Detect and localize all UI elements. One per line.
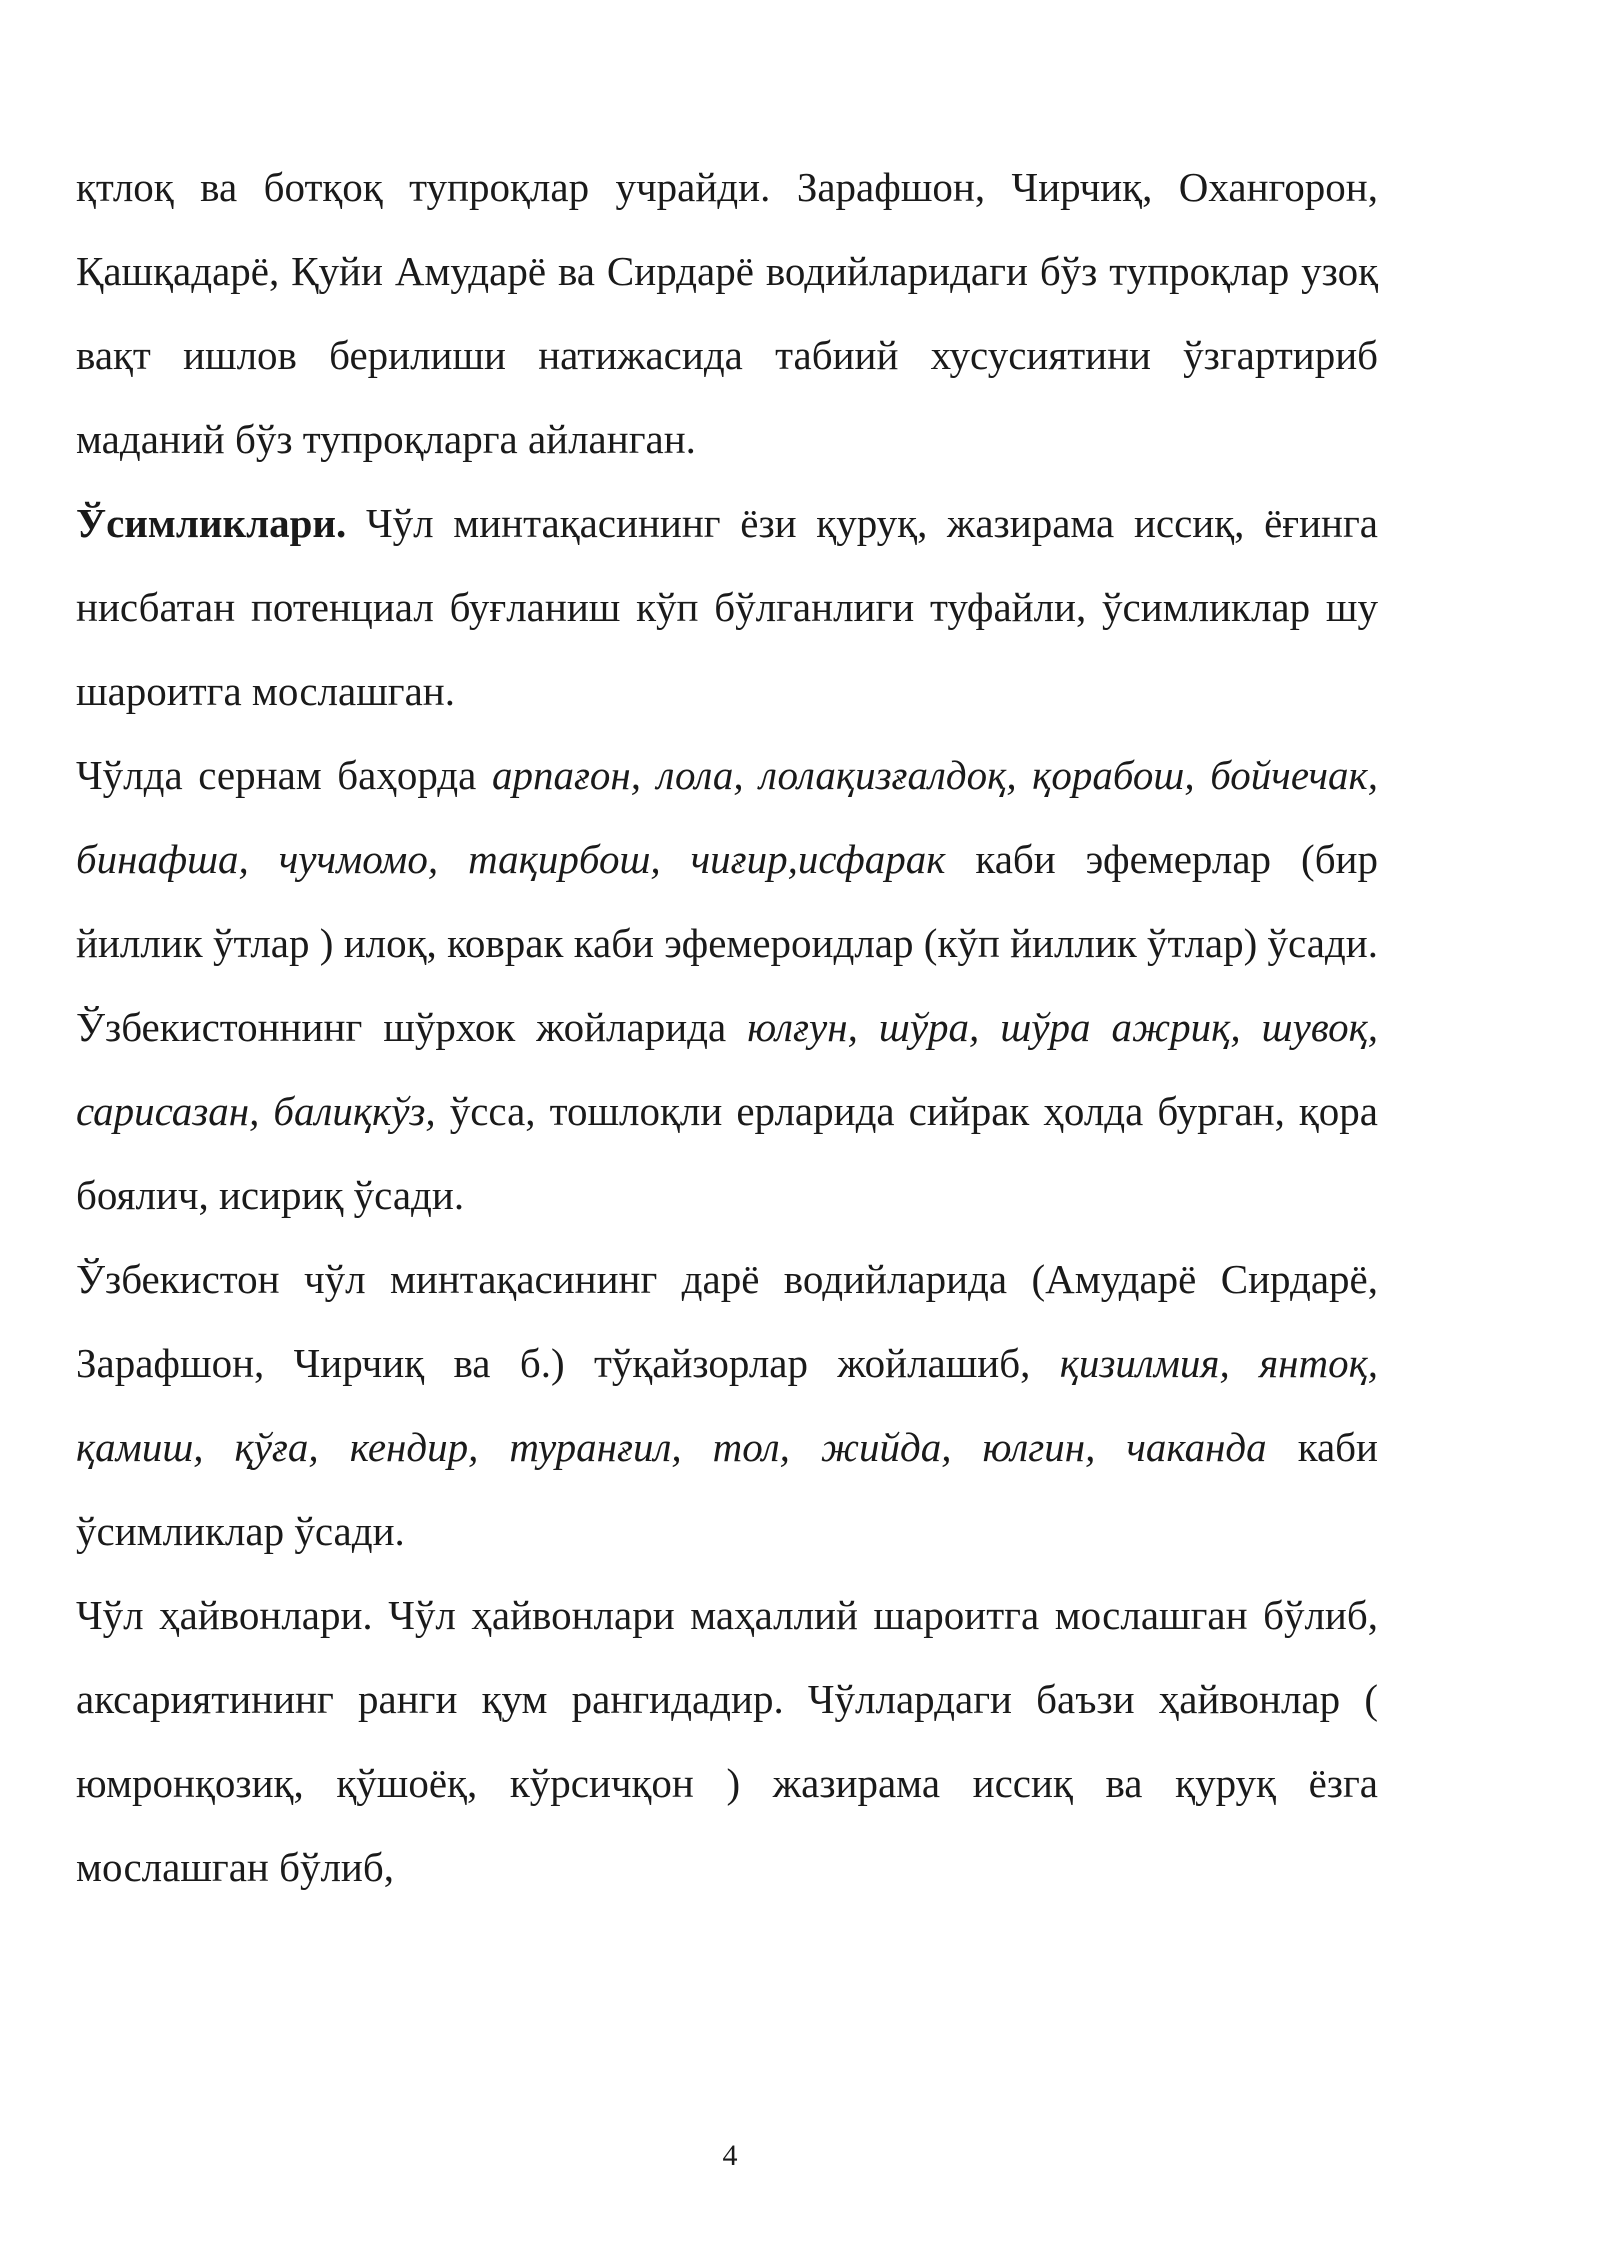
- plant-names-italic: юлғун, шўра, шўра ажриқ, шувоқ, сарисазан, балиқкўз,: [76, 1004, 1379, 1134]
- plant-names-italic: арпағон, лола, лолақизғалдоқ, қорабош, бойчечак, бинафша, чучмомо, тақирбош, чиғир,исфарак: [76, 752, 1378, 882]
- page-number: 4: [722, 2139, 738, 2172]
- paragraph-soils: [76, 145, 1378, 481]
- text-run: Чўл минтақасининг ёзи қуруқ, жазирама иссиқ, ёғинга нисбатан потенциал буғланиш кўп бўлганлиги туфайли, ўсимликлар шу шароитга мослашган.: [76, 500, 1378, 714]
- text-run: каби ўсимликлар ўсади.: [76, 1424, 1378, 1554]
- text-run: қтлоқ ва ботқоқ тупроқлар учрайди. Зарафшон, Чирчиқ, Охангорон, Қашқадарё, Қуйи Амударё ва Сирдарё водийларидаги бўз тупроқлар узоқ вақт ишлов берилиши натижасида табиий хусусиятини ўзгартириб маданий бўз тупроқларга айланган.: [76, 164, 1378, 462]
- paragraph-plants-intro: [76, 481, 1378, 733]
- paragraph-ephemerals: [76, 733, 1378, 1237]
- body-text: [76, 145, 1378, 1909]
- text-run: Ўзбекистон чўл минтақасининг дарё водийларида (Амударё Сирдарё, Зарафшон, Чирчиқ ва б.) тўқайзорлар жойлашиб,: [76, 1256, 1378, 1386]
- paragraph-tugai-forests: [76, 1237, 1378, 1573]
- text-run: ўсса, тошлоқли ерларида сийрак ҳолда бурган, қора боялич, исириқ ўсади.: [76, 1088, 1378, 1218]
- text-run: каби эфемерлар (бир йиллик ўтлар ) илоқ, коврак каби эфемероидлар (кўп йиллик ўтлар) ўсади. Ўзбекистоннинг шўрхок жойларида: [76, 836, 1378, 1050]
- section-heading-plants: Ўсимликлари.: [76, 500, 347, 546]
- text-run: Чўлда сернам баҳорда: [76, 752, 492, 798]
- text-run: Чўл ҳайвонлари. Чўл ҳайвонлари маҳаллий шароитга мослашган бўлиб, аксариятининг ранги қум рангидадир. Чўллардаги баъзи ҳайвонлар ( юмронқозиқ, қўшоёқ, кўрсичқон ) жазирама иссиқ ва қуруқ ёзга мослашган бўлиб,: [76, 1592, 1378, 1890]
- plant-names-italic: қизилмия, янтоқ, қамиш, қўға, кендир, туранғил, тол, жийда, юлгин, чаканда: [76, 1340, 1379, 1470]
- paragraph-desert-animals: [76, 1573, 1378, 1909]
